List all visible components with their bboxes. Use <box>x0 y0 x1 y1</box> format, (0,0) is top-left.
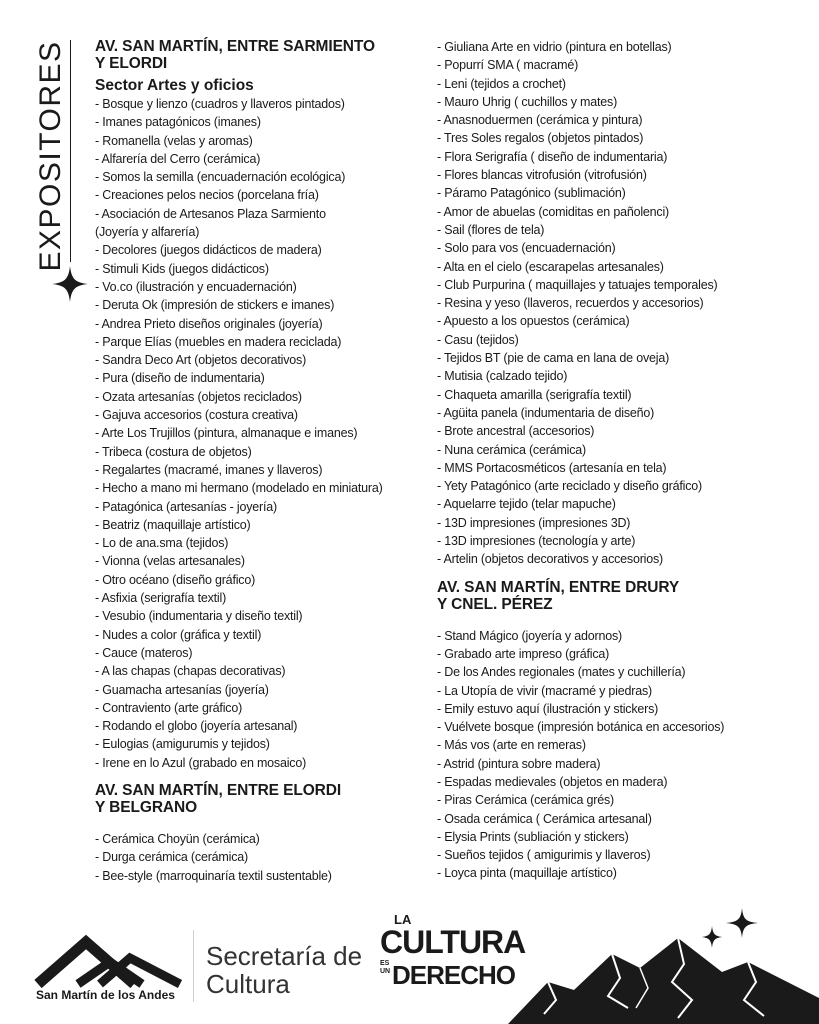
cultura-derecho-logo: LA CULTURA ES UN DERECHO <box>380 912 526 990</box>
exhibitor-list-continued <box>437 38 807 569</box>
sector-subtitle: Sector Artes y oficios <box>95 77 254 94</box>
list-item: - Andrea Prieto diseños originales (joyería) <box>95 316 323 331</box>
list-item: - Gajuva accesorios (costura creativa) <box>95 408 298 423</box>
list-item: - Creaciones pelos necios (porcelana fría) <box>95 188 319 203</box>
list-item: - La Utopía de vivir (macramé y piedras) <box>437 683 652 698</box>
list-item: - Stand Mágico (joyería y adornos) <box>437 628 622 643</box>
list-item: - Otro océano (diseño gráfico) <box>95 572 256 587</box>
list-item: - Cerámica Choyün (cerámica) <box>95 831 260 846</box>
list-item: (Joyería y alfarería) <box>95 225 200 240</box>
list-item: - Agüita panela (indumentaria de diseño) <box>437 405 655 420</box>
column-right <box>437 38 807 883</box>
list-item: - Cauce (materos) <box>95 645 193 660</box>
section-title-elordi-belgrano: AV. SAN MARTÍN, ENTRE ELORDI Y BELGRANO <box>95 781 342 816</box>
list-item: - Bee-style (marroquinaría textil sustentable) <box>95 868 332 883</box>
list-item: - Aquelarre tejido (telar mapuche) <box>437 497 616 512</box>
list-item: - Eulogias (amigurumis y tejidos) <box>95 737 270 752</box>
list-item: - Alta en el cielo (escarapelas artesanales) <box>437 259 664 274</box>
list-item: - Lo de ana.sma (tejidos) <box>95 536 229 551</box>
list-item: - Emily estuvo aquí (ilustración y stickers) <box>437 701 659 716</box>
list-item: - De los Andes regionales (mates y cuchillería) <box>437 665 686 680</box>
list-item: - Flores blancas vitrofusión (vitrofusión) <box>437 168 647 183</box>
list-item: - Giuliana Arte en vidrio (pintura en botellas) <box>437 40 672 54</box>
list-item: - Elysia Prints (subliación y stickers) <box>437 829 629 844</box>
side-divider <box>70 40 71 262</box>
list-item: - Somos la semilla (encuadernación ecológica) <box>95 170 346 185</box>
list-item: - Solo para vos (encuadernación) <box>437 241 616 256</box>
list-item: - Mauro Uhrig ( cuchillos y mates) <box>437 94 618 109</box>
municipio-name: San Martín de los Andes <box>36 988 175 1002</box>
list-item: - Bosque y lienzo (cuadros y llaveros pintados) <box>95 97 345 111</box>
list-item: - Imanes patagónicos (imanes) <box>95 115 261 130</box>
list-item: - Arte Los Trujillos (pintura, almanaque e imanes) <box>95 426 358 441</box>
list-item: - Brote ancestral (accesorios) <box>437 424 595 439</box>
footer-divider <box>193 930 194 1002</box>
list-item: - Durga cerámica (cerámica) <box>95 850 248 865</box>
list-item: - Club Purpurina ( maquillajes y tatuajes temporales) <box>437 277 718 292</box>
list-item: - 13D impresiones (impresiones 3D) <box>437 515 631 530</box>
list-item: - Sandra Deco Art (objetos decorativos) <box>95 353 307 368</box>
list-item: - A las chapas (chapas decorativas) <box>95 664 286 679</box>
list-item: - Stimuli Kids (juegos didácticos) <box>95 261 269 276</box>
section-title-drury-perez: AV. SAN MARTÍN, ENTRE DRURY Y CNEL. PÉREZ <box>437 578 680 613</box>
list-item: - Deruta Ok (impresión de stickers e imanes) <box>95 298 335 313</box>
list-item: - Piras Cerámica (cerámica grés) <box>437 793 614 808</box>
list-item: - Apuesto a los opuestos (cerámica) <box>437 314 630 329</box>
list-item: - Yety Patagónico (arte reciclado y diseño gráfico) <box>437 479 702 494</box>
list-item: - Popurrí SMA ( macramé) <box>437 58 579 73</box>
mountains-illustration <box>508 938 819 1024</box>
list-item: - 13D impresiones (tecnología y arte) <box>437 534 636 549</box>
list-item: - Resina y yeso (llaveros, recuerdos y accesorios) <box>437 296 704 311</box>
list-item: - Sail (flores de tela) <box>437 222 545 237</box>
list-item: - Tribeca (costura de objetos) <box>95 444 252 459</box>
section-title-sarmiento-elordi: AV. SAN MARTÍN, ENTRE SARMIENTO Y ELORDI <box>95 38 375 72</box>
sparkle-icon <box>52 266 88 302</box>
list-item: - Pura (diseño de indumentaria) <box>95 371 265 386</box>
list-item: - Decolores (juegos didácticos de madera) <box>95 243 322 258</box>
list-item: - Loyca pinta (maquillaje artístico) <box>437 866 617 881</box>
expositores-heading: EXPOSITORES <box>34 40 67 272</box>
list-item: - Vuélvete bosque (impresión botánica en accesorios) <box>437 720 725 735</box>
list-item: - Vesubio (indumentaria y diseño textil) <box>95 609 303 624</box>
list-item: - Patagónica (artesanías - joyería) <box>95 499 277 514</box>
exhibitor-list-sarmiento-elordi <box>95 95 425 772</box>
column-left <box>95 38 425 885</box>
list-item: - Parque Elías (muebles en madera reciclada) <box>95 334 342 349</box>
list-item: - Tejidos BT (pie de cama en lana de oveja) <box>437 351 670 366</box>
secretaria-cultura-logo: Secretaría de Cultura <box>206 941 363 999</box>
list-item: - Casu (tejidos) <box>437 332 519 347</box>
list-item: - Regalartes (macramé, imanes y llaveros) <box>95 462 323 477</box>
list-item: - Ozata artesanías (objetos reciclados) <box>95 389 302 404</box>
list-item: - Leni (tejidos a crochet) <box>437 76 566 91</box>
list-item: - Contraviento (arte gráfico) <box>95 700 243 715</box>
list-item: - Páramo Patagónico (sublimación) <box>437 186 626 201</box>
list-item: - Asfixia (serigrafía textil) <box>95 591 227 606</box>
list-item: - Flora Serigrafía ( diseño de indumentaria) <box>437 149 668 164</box>
list-item: - Hecho a mano mi hermano (modelado en miniatura) <box>95 481 383 496</box>
list-item: - Más vos (arte en remeras) <box>437 738 586 753</box>
list-item: - Tres Soles regalos (objetos pintados) <box>437 131 644 146</box>
list-item: - Vionna (velas artesanales) <box>95 554 245 569</box>
list-item: - Irene en lo Azul (grabado en mosaico) <box>95 755 307 770</box>
list-item: - Anasnoduermen (cerámica y pintura) <box>437 113 643 128</box>
list-item: - Amor de abuelas (comiditas en pañolenci) <box>437 204 670 219</box>
list-item: - Espadas medievales (objetos en madera) <box>437 774 668 789</box>
list-item: - Artelin (objetos decorativos y accesorios) <box>437 552 664 567</box>
exhibitor-list-drury-perez <box>437 627 807 883</box>
list-item: - Chaqueta amarilla (serigrafía textil) <box>437 387 632 402</box>
list-item: - Vo.co (ilustración y encuadernación) <box>95 279 297 294</box>
list-item: - Nudes a color (gráfica y textil) <box>95 627 262 642</box>
list-item: - Astrid (pintura sobre madera) <box>437 756 601 771</box>
side-title <box>30 40 72 272</box>
list-item: - Guamacha artesanías (joyería) <box>95 682 269 697</box>
exhibitor-list-elordi-belgrano <box>95 830 425 885</box>
list-item: - Asociación de Artesanos Plaza Sarmiento <box>95 206 326 221</box>
list-item: - Mutisia (calzado tejido) <box>437 369 568 384</box>
list-item: - Osada cerámica ( Cerámica artesanal) <box>437 811 652 826</box>
list-item: - Beatriz (maquillaje artístico) <box>95 517 251 532</box>
list-item: - Sueños tejidos ( amigurimis y llaveros) <box>437 848 651 863</box>
list-item: - Grabado arte impreso (gráfica) <box>437 646 610 661</box>
list-item: - Nuna cerámica (cerámica) <box>437 442 587 457</box>
list-item: - Rodando el globo (joyería artesanal) <box>95 719 298 734</box>
list-item: - Romanella (velas y aromas) <box>95 133 253 148</box>
list-item: - Alfarería del Cerro (cerámica) <box>95 151 261 166</box>
list-item: - MMS Portacosméticos (artesanía en tela) <box>437 460 667 475</box>
